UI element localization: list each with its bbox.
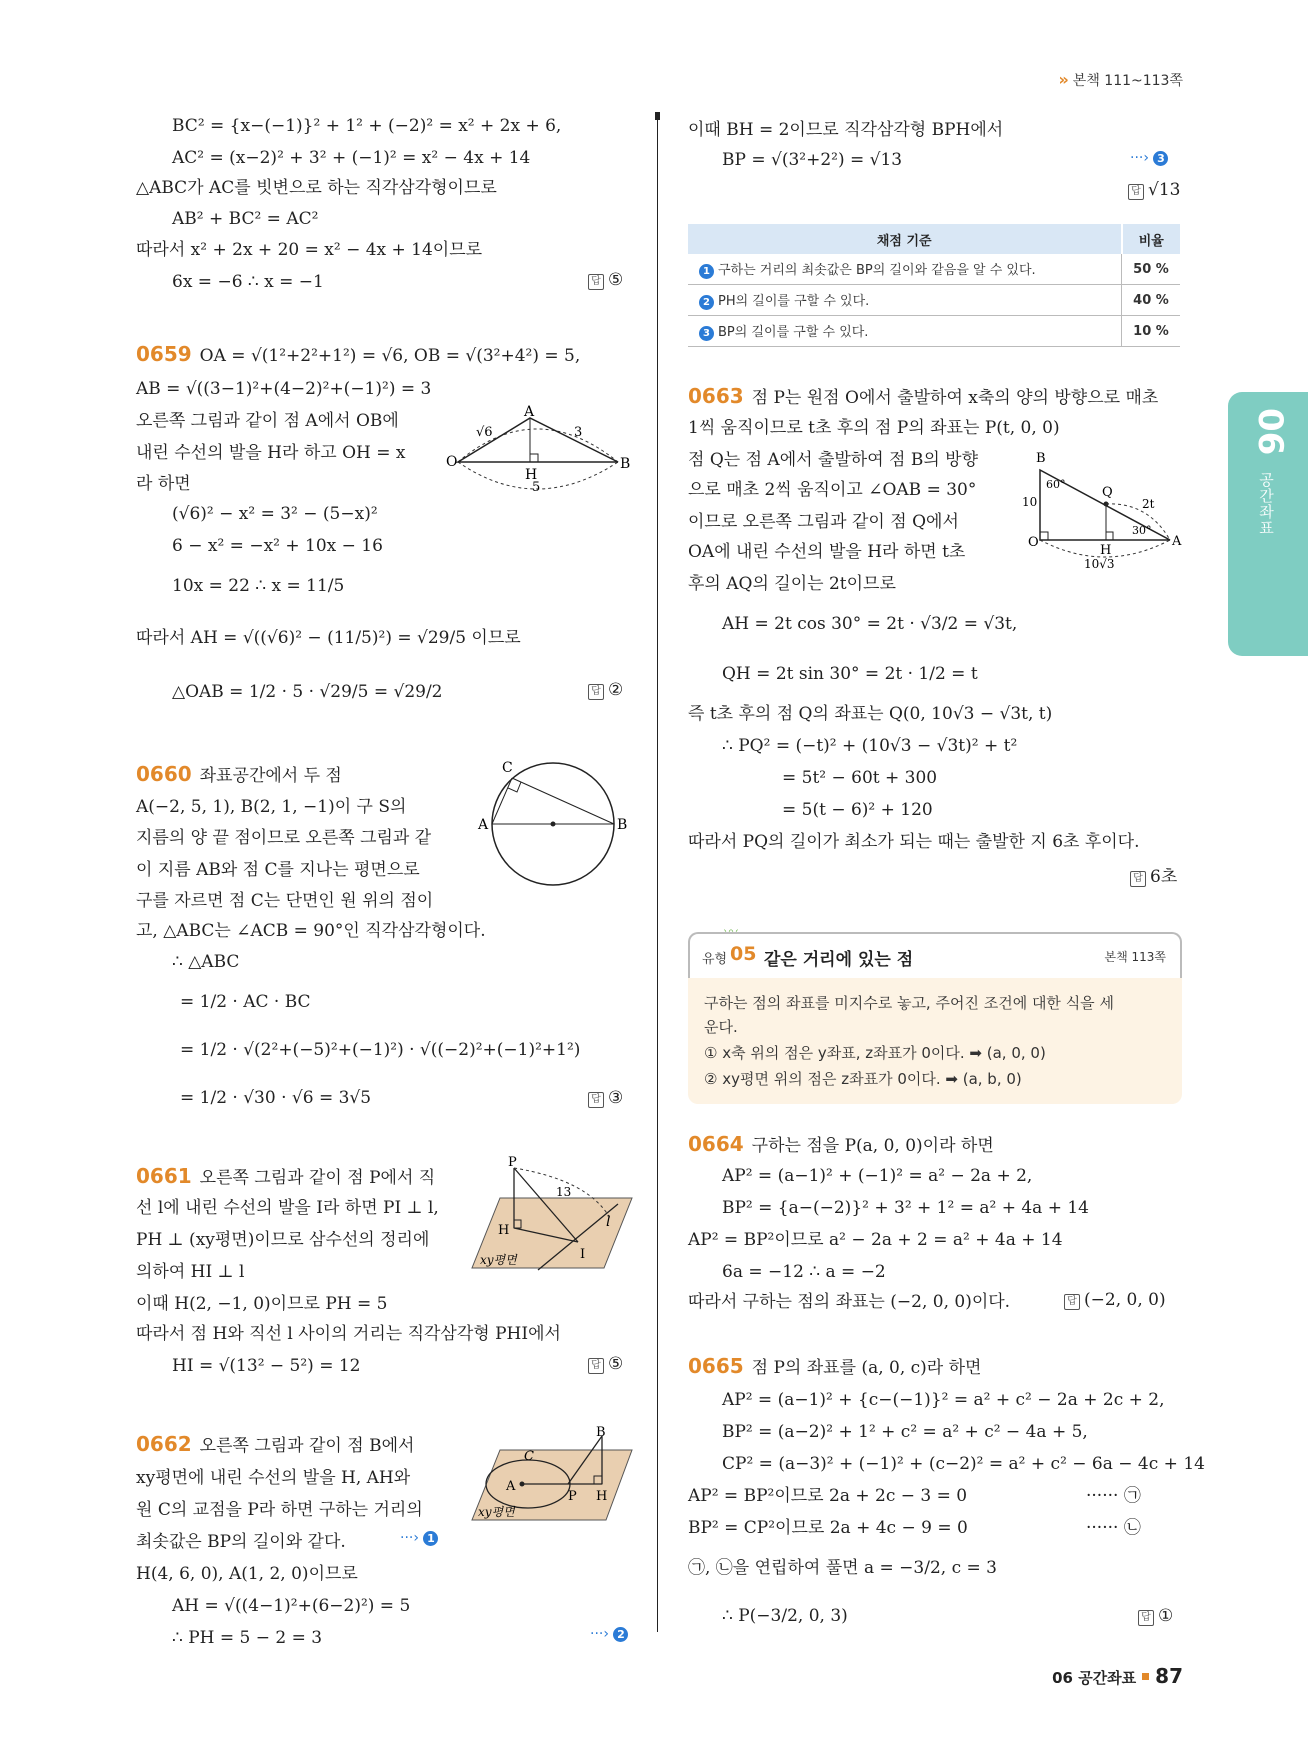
chapter-tab[interactable] xyxy=(1228,392,1308,656)
svg-text:H: H xyxy=(498,1223,510,1238)
svg-text:2t: 2t xyxy=(1142,497,1155,511)
text-line: ② xy평면 위의 점은 z좌표가 0이다. ➡ (a, b, 0) xyxy=(704,1070,1022,1088)
triangle-oab-figure xyxy=(446,404,632,495)
text-line: 따라서 AH = √((√6)² − (11/5)²) = √29/5 이므로 xyxy=(136,628,521,648)
answer: 답 ① xyxy=(1138,1606,1173,1626)
problem-0660: 0660 좌표공간에서 두 점 xyxy=(136,762,342,786)
grading-table xyxy=(688,224,1180,347)
type-reference: 본책 113쪽 xyxy=(1104,950,1166,964)
text-line: AB = √((3−1)²+(4−2)²+(−1)²) = 3 xyxy=(136,379,432,399)
text-line: 원 C의 교점을 P라 하면 구하는 거리의 xyxy=(136,1500,423,1520)
svg-text:C: C xyxy=(502,760,513,776)
text-line: 운다. xyxy=(704,1018,738,1036)
text-line: A(−2, 5, 1), B(2, 1, −1)이 구 S의 xyxy=(136,797,407,817)
svg-text:60°: 60° xyxy=(1046,478,1066,491)
text-line: BP² = {a−(−2)}² + 3² + 1² = a² + 4a + 14 xyxy=(722,1198,1090,1218)
step-marker-3: ···› 3 xyxy=(1130,150,1168,166)
text-line: 고, △ABC는 ∠ACB = 90°인 직각삼각형이다. xyxy=(136,921,486,941)
text-line: 6a = −12 ∴ a = −2 xyxy=(722,1262,886,1282)
answer: 답 ② xyxy=(588,680,623,700)
text-line: H(4, 6, 0), A(1, 2, 0)이므로 xyxy=(136,1564,358,1584)
text-line: BP² = (a−2)² + 1² + c² = a² + c² − 4a + 5, xyxy=(722,1422,1088,1442)
svg-text:I: I xyxy=(580,1247,586,1262)
answer: 답 √13 xyxy=(1128,180,1180,200)
text-line: 따라서 구하는 점의 좌표는 (−2, 0, 0)이다. xyxy=(688,1292,1011,1312)
text-line: 최솟값은 BP의 길이와 같다. xyxy=(136,1532,346,1552)
svg-text:O: O xyxy=(1028,535,1039,550)
svg-text:A: A xyxy=(506,1479,516,1494)
text-line: = 1/2 · AC · BC xyxy=(180,992,311,1012)
text-line: = 5(t − 6)² + 120 xyxy=(782,800,933,820)
answer: 답 ⑤ xyxy=(588,270,623,290)
text-line: ㉠, ㉡을 연립하여 풀면 a = −3/2, c = 3 xyxy=(688,1558,997,1578)
svg-text:l: l xyxy=(606,1214,611,1230)
table-row: 3 BP의 길이를 구할 수 있다. 10 % xyxy=(688,316,1180,347)
text-line: = 1/2 · √30 · √6 = 3√5 xyxy=(180,1088,372,1108)
circle-plane-figure xyxy=(468,1425,638,1528)
problem-0659: 0659 OA = √(1²+2²+1²) = √6, OB = √(3²+4²) = 5, xyxy=(136,342,581,366)
text-line: ∴ PQ² = (−t)² + (10√3 − √3t)² + t² xyxy=(722,736,1018,756)
text-line: △OAB = 1/2 · 5 · √29/5 = √29/2 xyxy=(172,682,443,702)
text-line: 이때 H(2, −1, 0)이므로 PH = 5 xyxy=(136,1294,388,1314)
text-line: BC² = {x−(−1)}² + 1² + (−2)² = x² + 2x + 6, xyxy=(172,116,562,136)
equation-tag: ······ ㉠ xyxy=(1086,1486,1141,1506)
text-line: HI = √(13² − 5²) = 12 xyxy=(172,1356,361,1376)
sphere-section-figure xyxy=(478,758,634,892)
text-line: 6 − x² = −x² + 10x − 16 xyxy=(172,536,383,556)
grading-table-header: 비율 xyxy=(1122,224,1181,254)
column-divider xyxy=(657,112,658,1632)
problem-0664: 0664 구하는 점을 P(a, 0, 0)이라 하면 xyxy=(688,1132,994,1156)
footer-chapter: 06 공간좌표 xyxy=(1052,1669,1137,1687)
text-line: 지름의 양 끝 점이므로 오른쪽 그림과 같 xyxy=(136,828,432,848)
problem-0661: 0661 오른쪽 그림과 같이 점 P에서 직 xyxy=(136,1164,436,1188)
text-line: 선 l에 내린 수선의 발을 I라 하면 PI ⊥ l, xyxy=(136,1198,439,1218)
text-line: AB² + BC² = AC² xyxy=(172,209,319,229)
text-line: (√6)² − x² = 3² − (5−x)² xyxy=(172,504,378,524)
text-line: 6x = −6 ∴ x = −1 xyxy=(172,272,324,292)
type-number: 05 xyxy=(730,943,757,965)
text-line: AP² = BP²이므로 2a + 2c − 3 = 0 xyxy=(688,1486,968,1506)
problem-0662: 0662 오른쪽 그림과 같이 점 B에서 xyxy=(136,1432,415,1456)
text-line: QH = 2t sin 30° = 2t · 1/2 = t xyxy=(722,664,978,684)
answer: 답 ⑤ xyxy=(588,1354,623,1374)
text-line: ∴ P(−3/2, 0, 3) xyxy=(722,1606,848,1626)
svg-text:B: B xyxy=(596,1425,606,1440)
answer: 답 ③ xyxy=(588,1088,623,1108)
text-line: 점 Q는 점 A에서 출발하여 점 B의 방향 xyxy=(688,450,979,470)
text-line: AH = √((4−1)²+(6−2)²) = 5 xyxy=(172,1596,411,1616)
type-title: 같은 거리에 있는 점 xyxy=(764,950,914,970)
svg-text:A: A xyxy=(478,817,489,833)
text-line: CP² = (a−3)² + (−1)² + (c−2)² = a² + c² − 6a − 4c + 14 xyxy=(722,1454,1205,1474)
svg-text:10√3: 10√3 xyxy=(1084,557,1115,571)
text-line: 1씩 움직이므로 t초 후의 점 P의 좌표는 P(t, 0, 0) xyxy=(688,418,1060,438)
text-line: 구하는 점의 좌표를 미지수로 놓고, 주어진 조건에 대한 식을 세 xyxy=(704,994,1114,1012)
text-line: 따라서 PQ의 길이가 최소가 되는 때는 출발한 지 6초 후이다. xyxy=(688,832,1140,852)
text-line: ∴ PH = 5 − 2 = 3 xyxy=(172,1628,323,1648)
problem-0665: 0665 점 P의 좌표를 (a, 0, c)라 하면 xyxy=(688,1354,982,1378)
grading-table-header: 채점 기준 xyxy=(688,224,1122,254)
step-marker-1: ···› 1 xyxy=(400,1530,438,1546)
text-line: PH ⊥ (xy평면)이므로 삼수선의 정리에 xyxy=(136,1230,430,1250)
svg-text:Q: Q xyxy=(1102,485,1113,500)
svg-text:A: A xyxy=(1172,534,1182,549)
svg-text:C: C xyxy=(524,1449,534,1464)
svg-text:P: P xyxy=(508,1155,517,1170)
chapter-tab-title: 공간좌표 xyxy=(1257,472,1275,536)
type-summary xyxy=(688,978,1182,1104)
svg-text:A: A xyxy=(524,404,535,420)
text-line: 즉 t초 후의 점 Q의 좌표는 Q(0, 10√3 − √3t, t) xyxy=(688,704,1053,724)
three-perpendiculars-figure xyxy=(468,1155,636,1272)
text-line: ∴ △ABC xyxy=(172,952,240,972)
svg-text:B: B xyxy=(617,817,628,833)
text-line: AC² = (x−2)² + 3² + (−1)² = x² − 4x + 14 xyxy=(172,148,531,168)
chapter-tab-number: 06 xyxy=(1250,408,1290,456)
type-header xyxy=(688,932,1182,980)
svg-text:30°: 30° xyxy=(1132,524,1152,537)
moving-points-figure xyxy=(1020,448,1180,572)
svg-text:H: H xyxy=(1100,543,1112,558)
text-line: 오른쪽 그림과 같이 점 A에서 OB에 xyxy=(136,411,399,431)
type-label: 유형 xyxy=(702,952,728,967)
answer: 답 6초 xyxy=(1130,862,1177,887)
text-line: 으로 매초 2씩 움직이고 ∠OAB = 30° xyxy=(688,480,977,500)
text-line: = 1/2 · √(2²+(−5)²+(−1)²) · √((−2)²+(−1)²+1²) xyxy=(180,1040,581,1060)
text-line: 이므로 오른쪽 그림과 같이 점 Q에서 xyxy=(688,512,959,532)
page-footer xyxy=(1052,1664,1183,1688)
svg-text:3: 3 xyxy=(574,425,583,440)
text-line: △ABC가 AC를 빗변으로 하는 직각삼각형이므로 xyxy=(136,178,497,198)
table-row: 1 구하는 거리의 최솟값은 BP의 길이와 같음을 알 수 있다. 50 % xyxy=(688,254,1180,285)
text-line: xy평면에 내린 수선의 발을 H, AH와 xyxy=(136,1468,411,1488)
text-line: 내린 수선의 발을 H라 하고 OH = x xyxy=(136,443,406,463)
text-line: 라 하면 xyxy=(136,474,191,494)
text-line: 구를 자르면 점 C는 단면인 원 위의 점이 xyxy=(136,891,434,911)
text-line: AP² = BP²이므로 a² − 2a + 2 = a² + 4a + 14 xyxy=(688,1230,1063,1250)
text-line: = 5t² − 60t + 300 xyxy=(782,768,938,788)
answer: 답 (−2, 0, 0) xyxy=(1064,1290,1166,1310)
text-line: 이 지름 AB와 점 C를 지나는 평면으로 xyxy=(136,860,420,880)
svg-text:H: H xyxy=(525,467,538,483)
text-line: BP = √(3²+2²) = √13 xyxy=(722,150,903,170)
page-range-header: » 본책 111~113쪽 xyxy=(1058,70,1183,89)
svg-text:5: 5 xyxy=(532,480,541,495)
step-marker-2: ···› 2 xyxy=(590,1626,628,1642)
text-line: 의하여 HI ⊥ l xyxy=(136,1262,245,1282)
text-line: 후의 AQ의 길이는 2t이므로 xyxy=(688,574,896,594)
page-number: 87 xyxy=(1155,1664,1183,1688)
svg-text:√6: √6 xyxy=(476,425,493,440)
svg-text:B: B xyxy=(620,456,631,472)
column-divider-mark xyxy=(655,112,660,120)
svg-text:H: H xyxy=(596,1489,608,1504)
table-row: 2 PH의 길이를 구할 수 있다. 40 % xyxy=(688,285,1180,316)
text-line: AP² = (a−1)² + {c−(−1)}² = a² + c² − 2a + 2c + 2, xyxy=(722,1390,1165,1410)
text-line: 따라서 x² + 2x + 20 = x² − 4x + 14이므로 xyxy=(136,240,483,260)
text-line: 이때 BH = 2이므로 직각삼각형 BPH에서 xyxy=(688,120,1004,140)
svg-text:10: 10 xyxy=(1022,495,1038,509)
text-line: OA에 내린 수선의 발을 H라 하면 t초 xyxy=(688,542,966,562)
text-line: 따라서 점 H와 직선 l 사이의 거리는 직각삼각형 PHI에서 xyxy=(136,1324,561,1344)
svg-text:13: 13 xyxy=(556,1185,572,1199)
equation-tag: ······ ㉡ xyxy=(1086,1518,1141,1538)
text-line: BP² = CP²이므로 2a + 4c − 9 = 0 xyxy=(688,1518,968,1538)
svg-text:xy평면: xy평면 xyxy=(478,1505,515,1519)
text-line: 10x = 22 ∴ x = 11/5 xyxy=(172,576,345,596)
svg-text:O: O xyxy=(446,454,458,470)
problem-0663: 0663 점 P는 원점 O에서 출발하여 x축의 양의 방향으로 매초 xyxy=(688,384,1159,408)
text-line: AH = 2t cos 30° = 2t · √3/2 = √3t, xyxy=(722,614,1018,634)
text-line: AP² = (a−1)² + (−1)² = a² − 2a + 2, xyxy=(722,1166,1033,1186)
svg-text:P: P xyxy=(568,1489,577,1504)
text-line: ① x축 위의 점은 y좌표, z좌표가 0이다. ➡ (a, 0, 0) xyxy=(704,1044,1046,1062)
svg-text:B: B xyxy=(1036,451,1046,466)
svg-text:xy평면: xy평면 xyxy=(480,1253,517,1267)
